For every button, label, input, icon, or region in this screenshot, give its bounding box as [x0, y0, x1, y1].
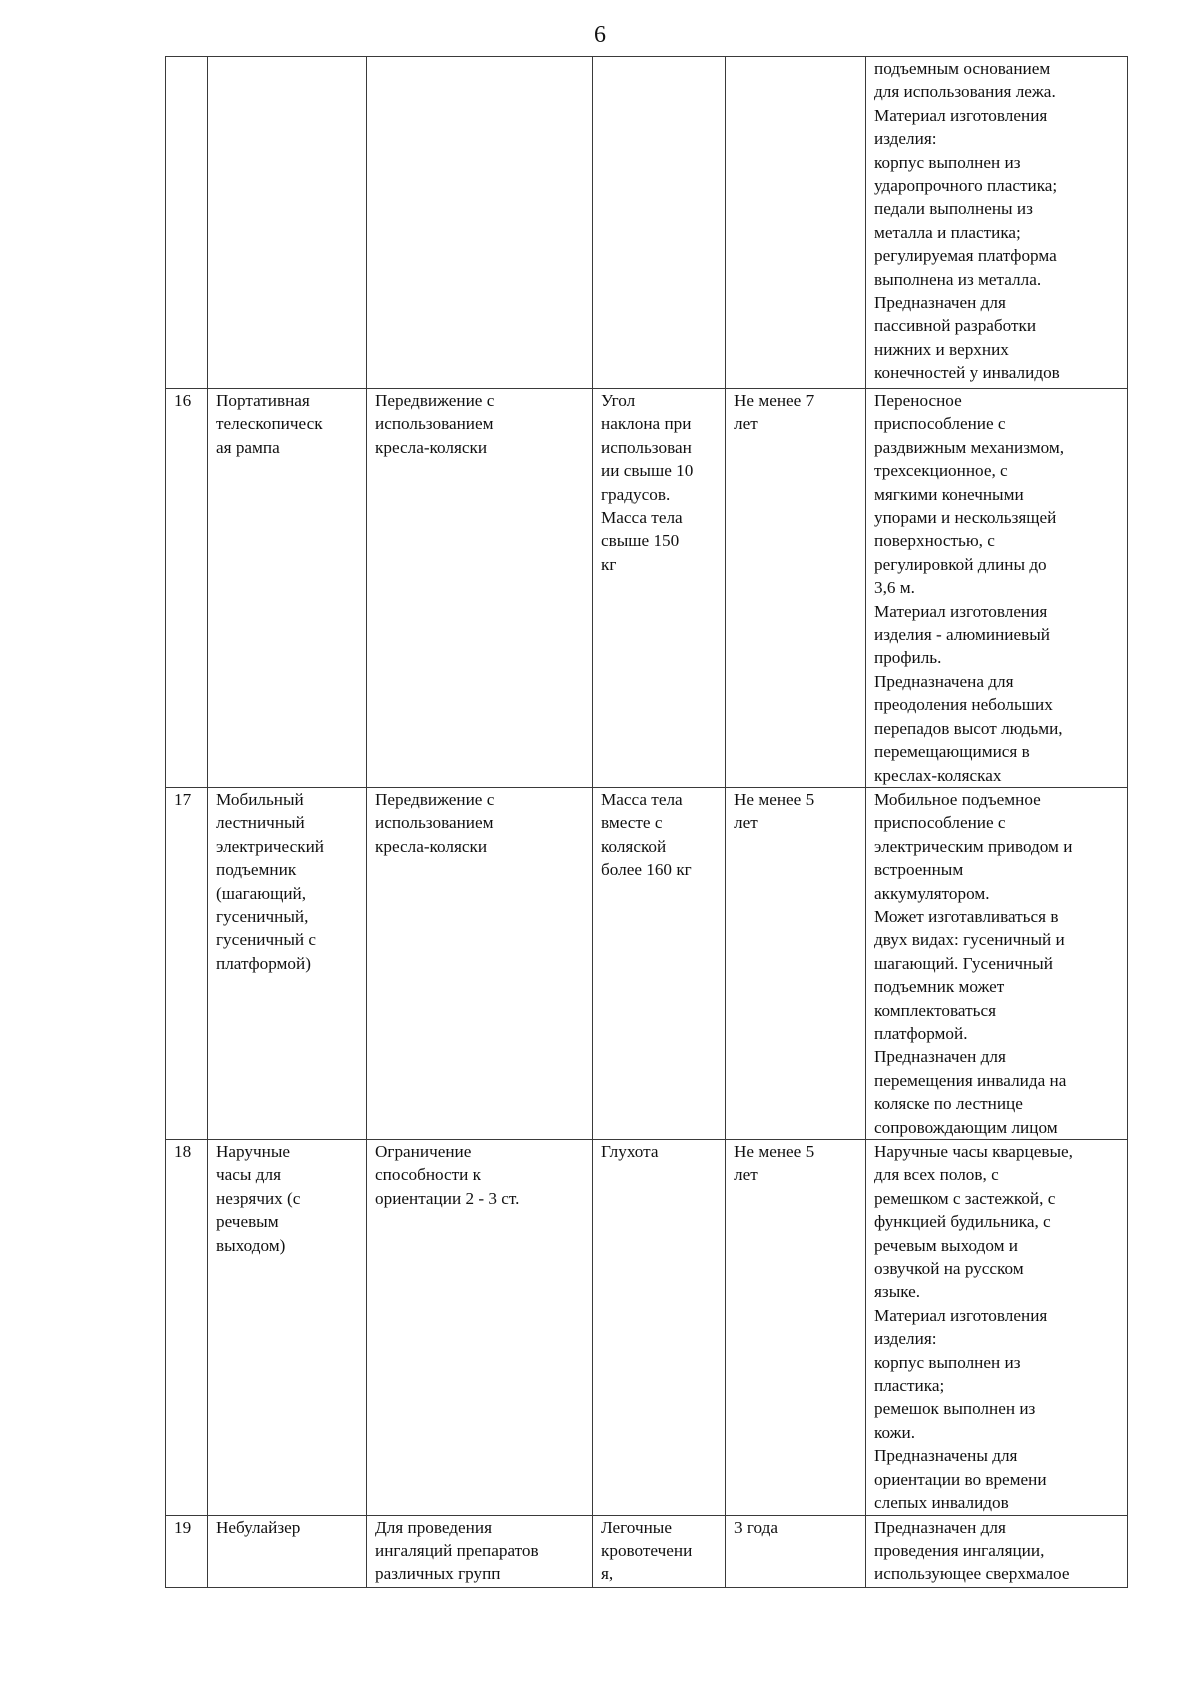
cell-name: Небулайзер — [208, 1515, 367, 1587]
cell-term — [726, 57, 866, 389]
cell-contraindication: Масса тела вместе с коляской более 160 кг — [593, 787, 726, 1139]
cell-name: Портативная телескопическ ая рампа — [208, 389, 367, 788]
cell-indication: Для проведения ингаляций препаратов различных групп — [367, 1515, 593, 1587]
table-row — [166, 389, 1128, 788]
cell-num: 18 — [166, 1140, 208, 1516]
cell-indication: Ограничение способности к ориентации 2 - 3 ст. — [367, 1140, 593, 1516]
cell-contraindication: Легочные кровотечени я, — [593, 1515, 726, 1587]
cell-description: Переносное приспособление с раздвижным механизмом, трехсекционное, с мягкими конечными упорами и нескользящей поверхностью, с регулировкой длины до 3,6 м. Материал изготовления изделия - алюминиевый профиль. Предназначена для преодоления небольших перепадов высот людьми, перемещающимися в креслах-колясках — [866, 389, 1128, 788]
cell-name — [208, 57, 367, 389]
cell-num: 19 — [166, 1515, 208, 1587]
cell-indication — [367, 57, 593, 389]
cell-term: Не менее 7 лет — [726, 389, 866, 788]
cell-num — [166, 57, 208, 389]
cell-description: подъемным основанием для использования лежа. Материал изготовления изделия: корпус выполнен из ударопрочного пластика; педали выполнены из металла и пластика; регулируемая платформа выполнена из металла. Предназначен для пассивной разработки нижних и верхних конечностей у инвалидов — [866, 57, 1128, 389]
table-row-continuation — [166, 57, 1128, 389]
cell-num: 16 — [166, 389, 208, 788]
cell-contraindication: Глухота — [593, 1140, 726, 1516]
cell-contraindication: Угол наклона при использован ии свыше 10 градусов. Масса тела свыше 150 кг — [593, 389, 726, 788]
page-number: 6 — [594, 22, 606, 48]
table-row — [166, 787, 1128, 1139]
cell-description: Предназначен для проведения ингаляции, использующее сверхмалое — [866, 1515, 1128, 1587]
cell-name: Наручные часы для незрячих (с речевым выходом) — [208, 1140, 367, 1516]
cell-description: Мобильное подъемное приспособление с электрическим приводом и встроенным аккумулятором. Может изготавливаться в двух видах: гусеничный и шагающий. Гусеничный подъемник может комплектоваться платформой. Предназначен для перемещения инвалида на коляске по лестнице сопровождающим лицом — [866, 787, 1128, 1139]
table-row — [166, 1140, 1128, 1516]
cell-indication: Передвижение с использованием кресла-коляски — [367, 389, 593, 788]
cell-description: Наручные часы кварцевые, для всех полов, с ремешком с застежкой, с функцией будильника, с речевым выходом и озвучкой на русском языке. Материал изготовления изделия: корпус выполнен из пластика; ремешок выполнен из кожи. Предназначены для ориентации во времени слепых инвалидов — [866, 1140, 1128, 1516]
cell-term: 3 года — [726, 1515, 866, 1587]
table-row — [166, 1515, 1128, 1587]
cell-term: Не менее 5 лет — [726, 1140, 866, 1516]
cell-term: Не менее 5 лет — [726, 787, 866, 1139]
cell-contraindication — [593, 57, 726, 389]
cell-num: 17 — [166, 787, 208, 1139]
cell-indication: Передвижение с использованием кресла-коляски — [367, 787, 593, 1139]
cell-name: Мобильный лестничный электрический подъемник (шагающий, гусеничный, гусеничный с платформой) — [208, 787, 367, 1139]
equipment-table — [165, 56, 1128, 1588]
